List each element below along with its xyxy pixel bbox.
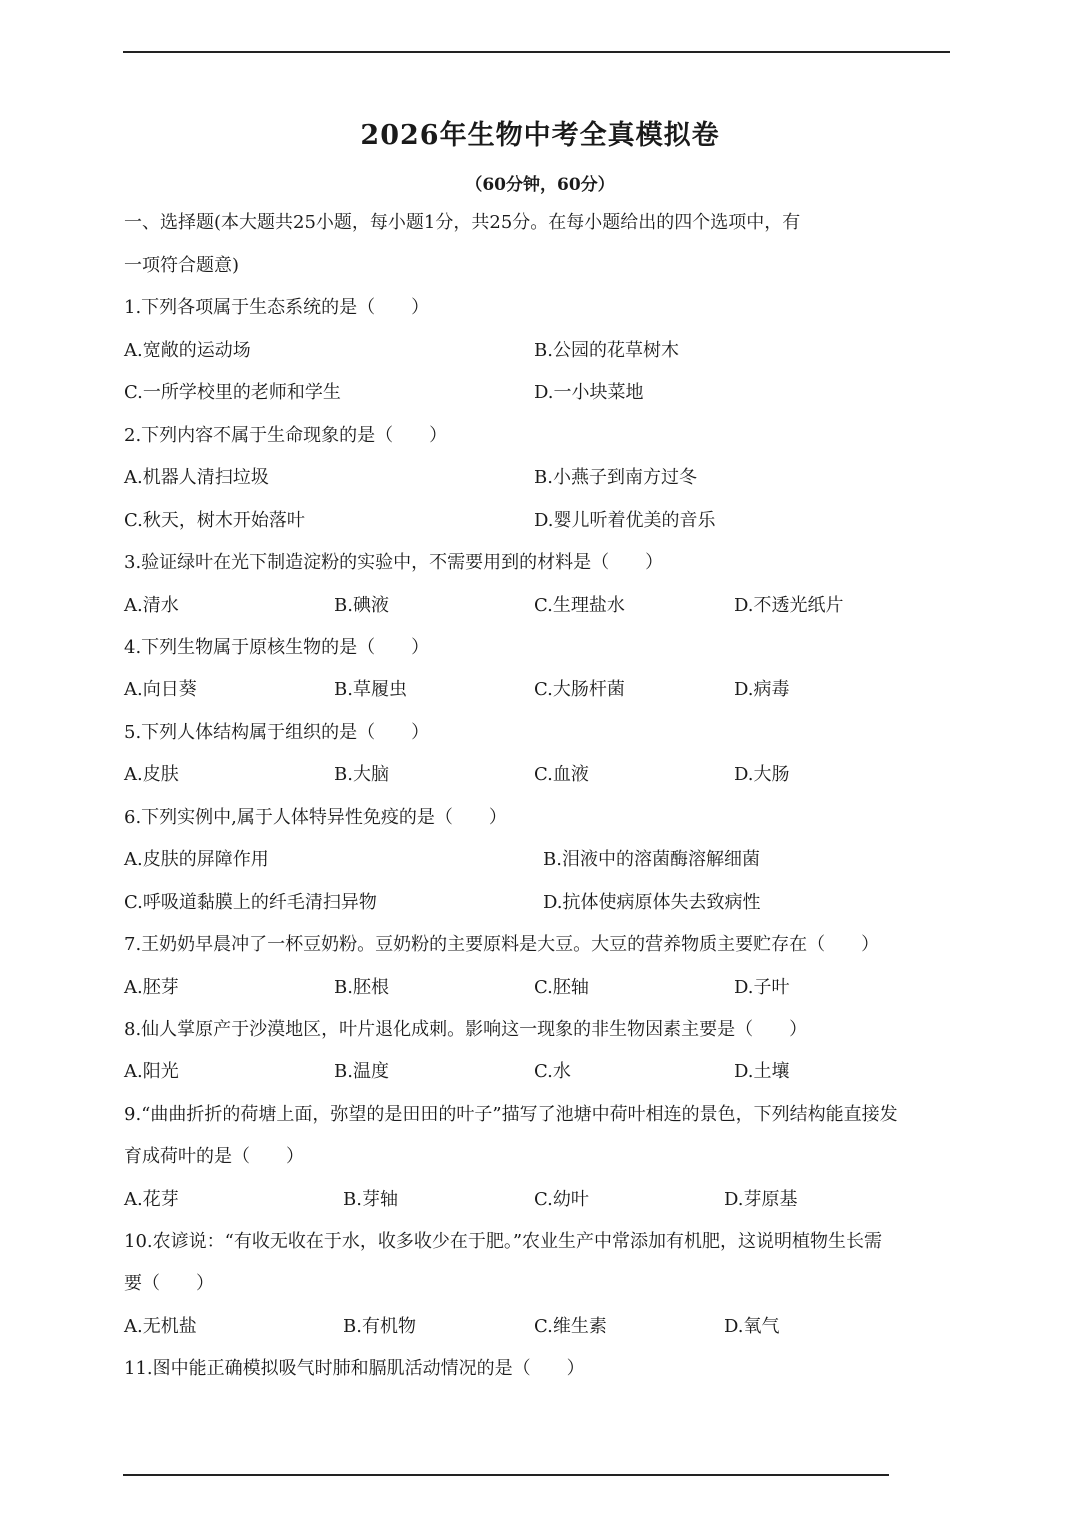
option-d: D.一小块菜地 <box>534 382 644 403</box>
question-stem: 6.下列实例中,属于人体特异性免疫的是（ ） <box>124 807 507 828</box>
option-a: A.清水 <box>124 595 179 616</box>
option-d: D.不透光纸片 <box>734 595 844 616</box>
option-a: A.皮肤 <box>124 764 179 785</box>
option-d: D.子叶 <box>734 977 790 998</box>
question-stem: 9.“曲曲折折的荷塘上面，弥望的是田田的叶子”描写了池塘中荷叶相连的景色，下列结构能直接发 <box>124 1104 898 1125</box>
option-d: D.土壤 <box>734 1061 790 1082</box>
option-c: C.呼吸道黏膜上的纤毛清扫异物 <box>124 892 377 913</box>
exam-title: 2026年生物中考全真模拟卷 <box>360 120 720 151</box>
option-c: C.幼叶 <box>534 1189 589 1210</box>
option-a: A.阳光 <box>124 1061 179 1082</box>
question-stem-cont: 育成荷叶的是（ ） <box>124 1146 304 1167</box>
section-heading-cont: 一项符合题意) <box>124 255 240 276</box>
option-c: C.一所学校里的老师和学生 <box>124 382 341 403</box>
question-stem: 3.验证绿叶在光下制造淀粉的实验中，不需要用到的材料是（ ） <box>124 552 664 573</box>
option-a: A.花芽 <box>124 1189 179 1210</box>
option-b: B.胚根 <box>334 977 389 998</box>
option-c: C.胚轴 <box>534 977 589 998</box>
question-stem: 5.下列人体结构属于组织的是（ ） <box>124 722 430 743</box>
option-b: B.公园的花草树木 <box>534 340 679 361</box>
option-d: D.氧气 <box>724 1316 780 1337</box>
option-c: C.水 <box>534 1061 571 1082</box>
option-b: B.小燕子到南方过冬 <box>534 467 697 488</box>
option-c: C.生理盐水 <box>534 595 625 616</box>
question-stem: 8.仙人掌原产于沙漠地区，叶片退化成刺。影响这一现象的非生物因素主要是（ ） <box>124 1019 808 1040</box>
exam-subtitle: （60分钟，60分） <box>465 175 615 195</box>
option-b: B.草履虫 <box>334 679 407 700</box>
option-a: A.胚芽 <box>124 977 179 998</box>
option-c: C.血液 <box>534 764 589 785</box>
option-b: B.大脑 <box>334 764 389 785</box>
section-heading: 一、选择题(本大题共25小题，每小题1分，共25分。在每小题给出的四个选项中，有 <box>124 212 801 233</box>
option-a: A.机器人清扫垃圾 <box>124 467 269 488</box>
option-d: D.大肠 <box>734 764 790 785</box>
question-stem: 7.王奶奶早晨冲了一杯豆奶粉。豆奶粉的主要原料是大豆。大豆的营养物质主要贮存在（ ） <box>124 934 880 955</box>
question-stem-cont: 要（ ） <box>124 1273 214 1294</box>
option-a: A.无机盐 <box>124 1316 197 1337</box>
option-b: B.碘液 <box>334 595 389 616</box>
question-stem: 11.图中能正确模拟吸气时肺和膈肌活动情况的是（ ） <box>124 1358 585 1379</box>
option-b: B.芽轴 <box>343 1189 398 1210</box>
question-stem: 4.下列生物属于原核生物的是（ ） <box>124 637 430 658</box>
header-rule <box>123 51 950 53</box>
question-stem: 1.下列各项属于生态系统的是（ ） <box>124 297 430 318</box>
option-d: D.芽原基 <box>724 1189 798 1210</box>
option-a: A.向日葵 <box>124 679 197 700</box>
option-a: A.宽敞的运动场 <box>124 340 251 361</box>
option-c: C.秋天，树木开始落叶 <box>124 510 305 531</box>
question-stem: 10.农谚说：“有收无收在于水，收多收少在于肥。”农业生产中常添加有机肥，这说明植物生长需 <box>124 1231 883 1252</box>
option-c: C.大肠杆菌 <box>534 679 625 700</box>
option-a: A.皮肤的屏障作用 <box>124 849 269 870</box>
option-b: B.泪液中的溶菌酶溶解细菌 <box>543 849 760 870</box>
option-d: D.病毒 <box>734 679 790 700</box>
option-b: B.有机物 <box>343 1316 416 1337</box>
option-d: D.婴儿听着优美的音乐 <box>534 510 716 531</box>
option-b: B.温度 <box>334 1061 389 1082</box>
option-d: D.抗体使病原体失去致病性 <box>543 892 761 913</box>
question-stem: 2.下列内容不属于生命现象的是（ ） <box>124 425 448 446</box>
footer-rule <box>123 1474 889 1476</box>
option-c: C.维生素 <box>534 1316 607 1337</box>
